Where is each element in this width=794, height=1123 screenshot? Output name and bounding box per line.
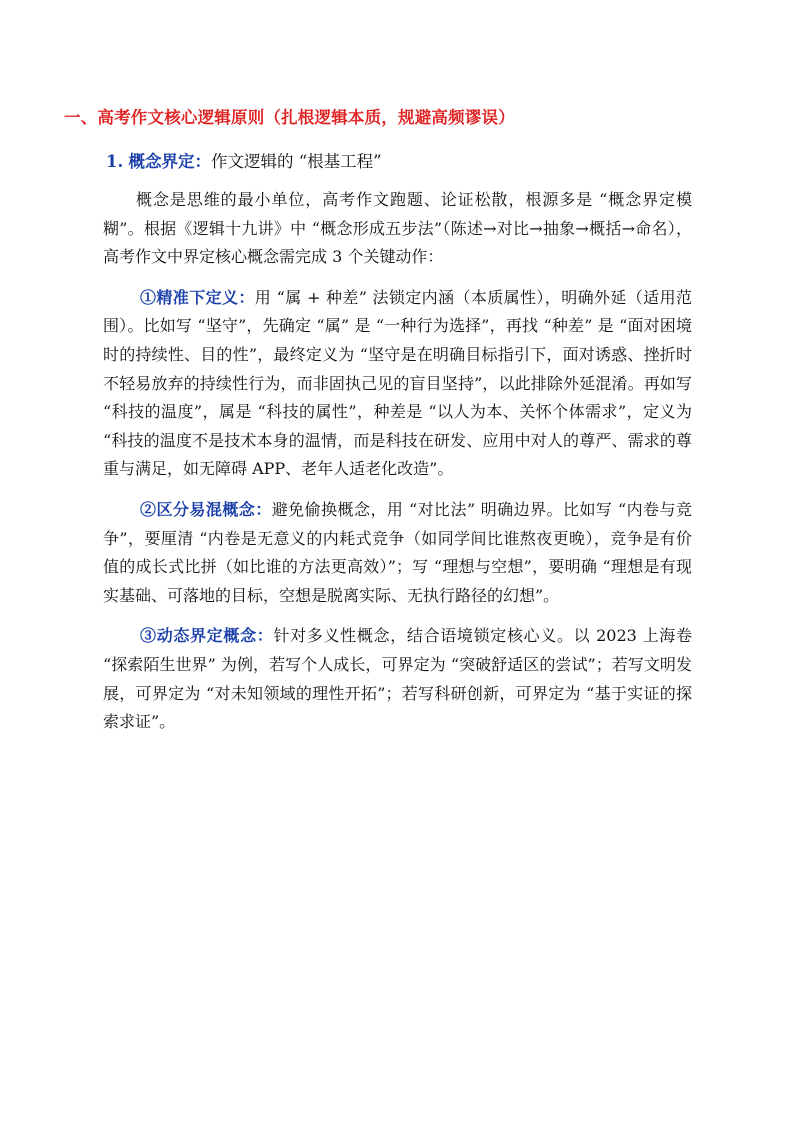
paragraph-distinguish xyxy=(103,496,692,610)
subsection-heading xyxy=(106,148,382,172)
paragraph-intro xyxy=(103,186,692,272)
document-body xyxy=(103,186,692,737)
subsection-heading-label: 概念界定： xyxy=(128,152,211,171)
subsection-heading-text: 作文逻辑的 “根基工程” xyxy=(210,152,382,171)
paragraph-text: 用 “属 + 种差” 法锁定内涵（本质属性），明确外延（适用范围）。比如写 “坚守”，先确定 “属” 是 “一种行为选择”，再找 “种差” 是 “面对困境时的持续性、目的性”，最终定义为 “坚守是在明确目标指引下，面对诱惑、挫折时不轻易放弃的持续性行为，而非固执己见的盲目坚持”，以此排除外延混淆。再如写 “科技的温度”，属是 “科技的属性”，种差是 “以人为本、关怀个体需求”，定义为 “科技的温度不是技术本身的温情，而是科技在研发、应用中对人的尊严、需求的尊重与满足，如无障碍 APP、老年人适老化改造”。 xyxy=(103,287,692,479)
item-lead: 区分易混概念： xyxy=(156,499,272,519)
item-marker: ① xyxy=(140,287,157,307)
item-marker: ② xyxy=(140,499,157,519)
item-lead: 精准下定义： xyxy=(156,287,255,307)
paragraph-text: 针对多义性概念，结合语境锁定核心义。以 2023 上海卷 “探索陌生世界” 为例，若写个人成长，可界定为 “突破舒适区的尝试”；若写文明发展，可界定为 “对未知领域的理性开拓”；若写科研创新，可界定为 “基于实证的探索求证”。 xyxy=(103,626,692,732)
section-title: 一、高考作文核心逻辑原则（扎根逻辑本质，规避高频谬误） xyxy=(64,108,515,127)
paragraph-definition xyxy=(103,284,692,484)
item-marker: ③ xyxy=(140,626,157,646)
paragraph-text: 概念是思维的最小单位，高考作文跑题、论证松散，根源多是 “概念界定模糊”。根据《逻辑十九讲》中 “概念形成五步法”（陈述→对比→抽象→概括→命名），高考作文中界定核心概念需完成 3 个关键动作： xyxy=(103,190,692,267)
item-lead: 动态界定概念： xyxy=(156,626,274,646)
paragraph-text: 避免偷换概念，用 “对比法” 明确边界。比如写 “内卷与竞争”，要厘清 “内卷是无意义的内耗式竞争（如同学间比谁熬夜更晚），竞争是有价值的成长式比拼（如比谁的方法更高效）”；写 “理想与空想”，要明确 “理想是有现实基础、可落地的目标，空想是脱离实际、无执行路径的幻想”。 xyxy=(103,499,692,605)
subsection-number: 1. xyxy=(106,152,124,171)
paragraph-dynamic xyxy=(103,622,692,736)
